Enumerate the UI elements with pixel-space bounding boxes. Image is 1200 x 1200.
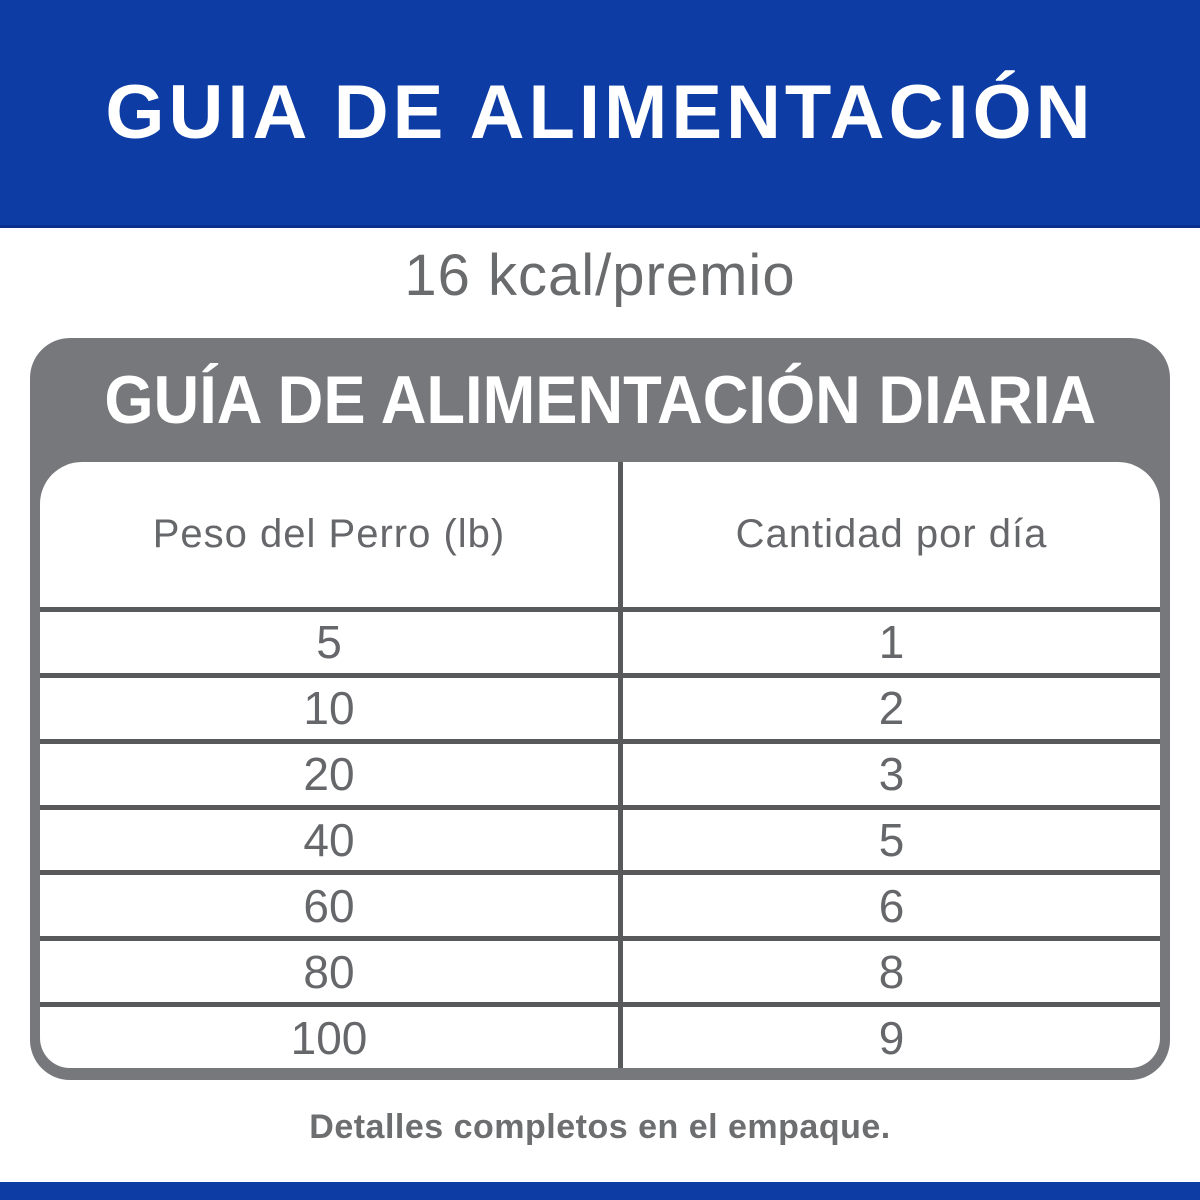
amount-value: 8	[878, 945, 905, 998]
panel-title-text: GUÍA DE ALIMENTACIÓN DIARIA	[104, 362, 1096, 438]
weight-cell	[40, 941, 618, 1002]
table-row	[40, 1002, 1160, 1068]
amount-cell	[618, 875, 1160, 936]
weight-cell	[40, 612, 618, 673]
weight-value: 40	[303, 814, 355, 866]
table-header-row	[40, 462, 1160, 607]
amount-cell	[618, 744, 1160, 805]
header-weight-label: Peso del Perro (lb)	[152, 512, 506, 556]
header-amount-label: Cantidad por día	[735, 512, 1048, 556]
footer-note: Detalles completos en el empaque.	[309, 1108, 891, 1146]
table-row	[40, 607, 1160, 673]
weight-cell	[40, 1007, 618, 1068]
page-title: GUIA DE ALIMENTACIÓN	[105, 70, 1095, 155]
weight-value: 20	[303, 748, 355, 801]
amount-cell	[618, 678, 1160, 739]
amount-cell	[618, 1007, 1160, 1068]
table-row	[40, 870, 1160, 936]
table-row	[40, 739, 1160, 805]
amount-value: 2	[878, 682, 905, 735]
feeding-table	[40, 462, 1160, 1068]
amount-value: 5	[878, 814, 905, 866]
kcal-subtitle: 16 kcal/premio	[404, 243, 796, 308]
weight-cell	[40, 810, 618, 871]
weight-cell	[40, 875, 618, 936]
header-cell-amount	[618, 462, 1160, 607]
amount-value: 1	[878, 616, 905, 669]
weight-cell	[40, 744, 618, 805]
weight-value: 100	[290, 1011, 368, 1064]
weight-value: 10	[303, 682, 355, 735]
amount-value: 3	[878, 748, 905, 801]
amount-cell	[618, 612, 1160, 673]
weight-cell	[40, 678, 618, 739]
amount-cell	[618, 941, 1160, 1002]
amount-value: 6	[878, 879, 905, 932]
header-cell-weight	[40, 462, 618, 607]
panel-title-bar	[30, 338, 1170, 462]
top-banner	[0, 0, 1200, 228]
amount-cell	[618, 810, 1160, 871]
weight-value: 60	[303, 879, 355, 932]
daily-guide-panel	[30, 338, 1170, 1080]
table-row	[40, 805, 1160, 871]
table-row	[40, 936, 1160, 1002]
weight-value: 80	[303, 945, 355, 998]
weight-value: 5	[316, 616, 342, 669]
amount-value: 9	[878, 1011, 905, 1064]
table-row	[40, 673, 1160, 739]
bottom-blue-bar	[0, 1182, 1200, 1200]
